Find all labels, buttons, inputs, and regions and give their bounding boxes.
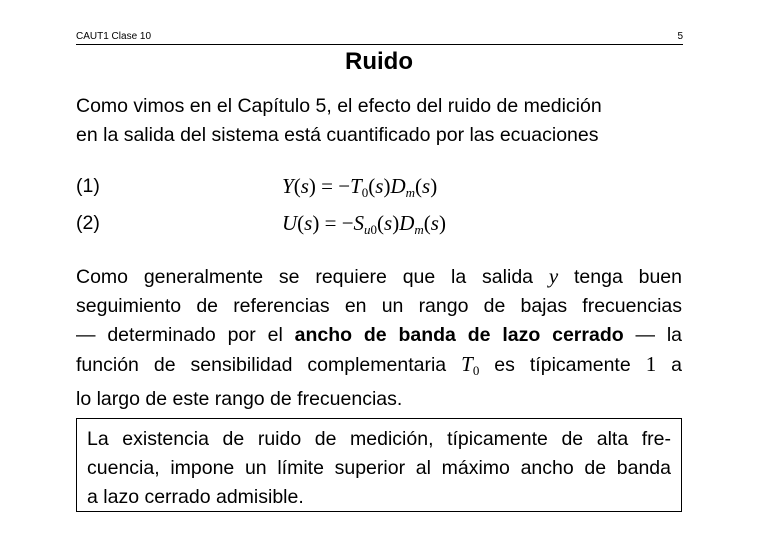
box-line-2: cuencia, impone un límite superior al máximo ancho de banda <box>87 457 671 479</box>
equation-1-label: (1) <box>76 175 100 197</box>
header-divider <box>76 44 683 45</box>
slide-title: Ruido <box>345 48 413 75</box>
box-line-3: a lazo cerrado admisible. <box>87 486 304 508</box>
equation-2: $U(s) = -S_{u0}(s)D_m(s)$ <box>282 211 446 237</box>
equation-1: $Y(s) = -T_0(s)D_m(s)$ <box>282 174 438 200</box>
body-line-5: lo largo de este rango de frecuencias. <box>76 388 403 410</box>
body-paragraph <box>76 262 682 414</box>
intro-line-1: Como vimos en el Capítulo 5, el efecto del ruido de medición <box>76 95 602 117</box>
page-number: 5 <box>677 31 683 42</box>
course-label: CAUT1 Clase 10 <box>76 31 152 42</box>
body-line-2: seguimiento de referencias en un rango de bajas frecuencias <box>76 295 682 317</box>
body-line-1: Como generalmente se requiere que la salida y tenga buen <box>76 264 682 288</box>
emphasis-bandwidth: ancho de banda de lazo cerrado <box>294 324 624 346</box>
equation-2-label: (2) <box>76 212 100 234</box>
body-line-3: — determinado por el ancho de banda de lazo cerrado — la <box>76 324 682 346</box>
highlight-box <box>76 418 682 512</box>
intro-paragraph <box>76 92 682 150</box>
intro-line-2: en la salida del sistema está cuantificado por las ecuaciones <box>76 124 599 146</box>
highlight-text <box>87 425 671 512</box>
body-line-4: función de sensibilidad complementaria $T_0$ es típicamente 1 a <box>76 352 683 378</box>
box-line-1: La existencia de ruido de medición, típicamente de alta fre- <box>87 428 671 450</box>
slide-header <box>76 31 683 45</box>
